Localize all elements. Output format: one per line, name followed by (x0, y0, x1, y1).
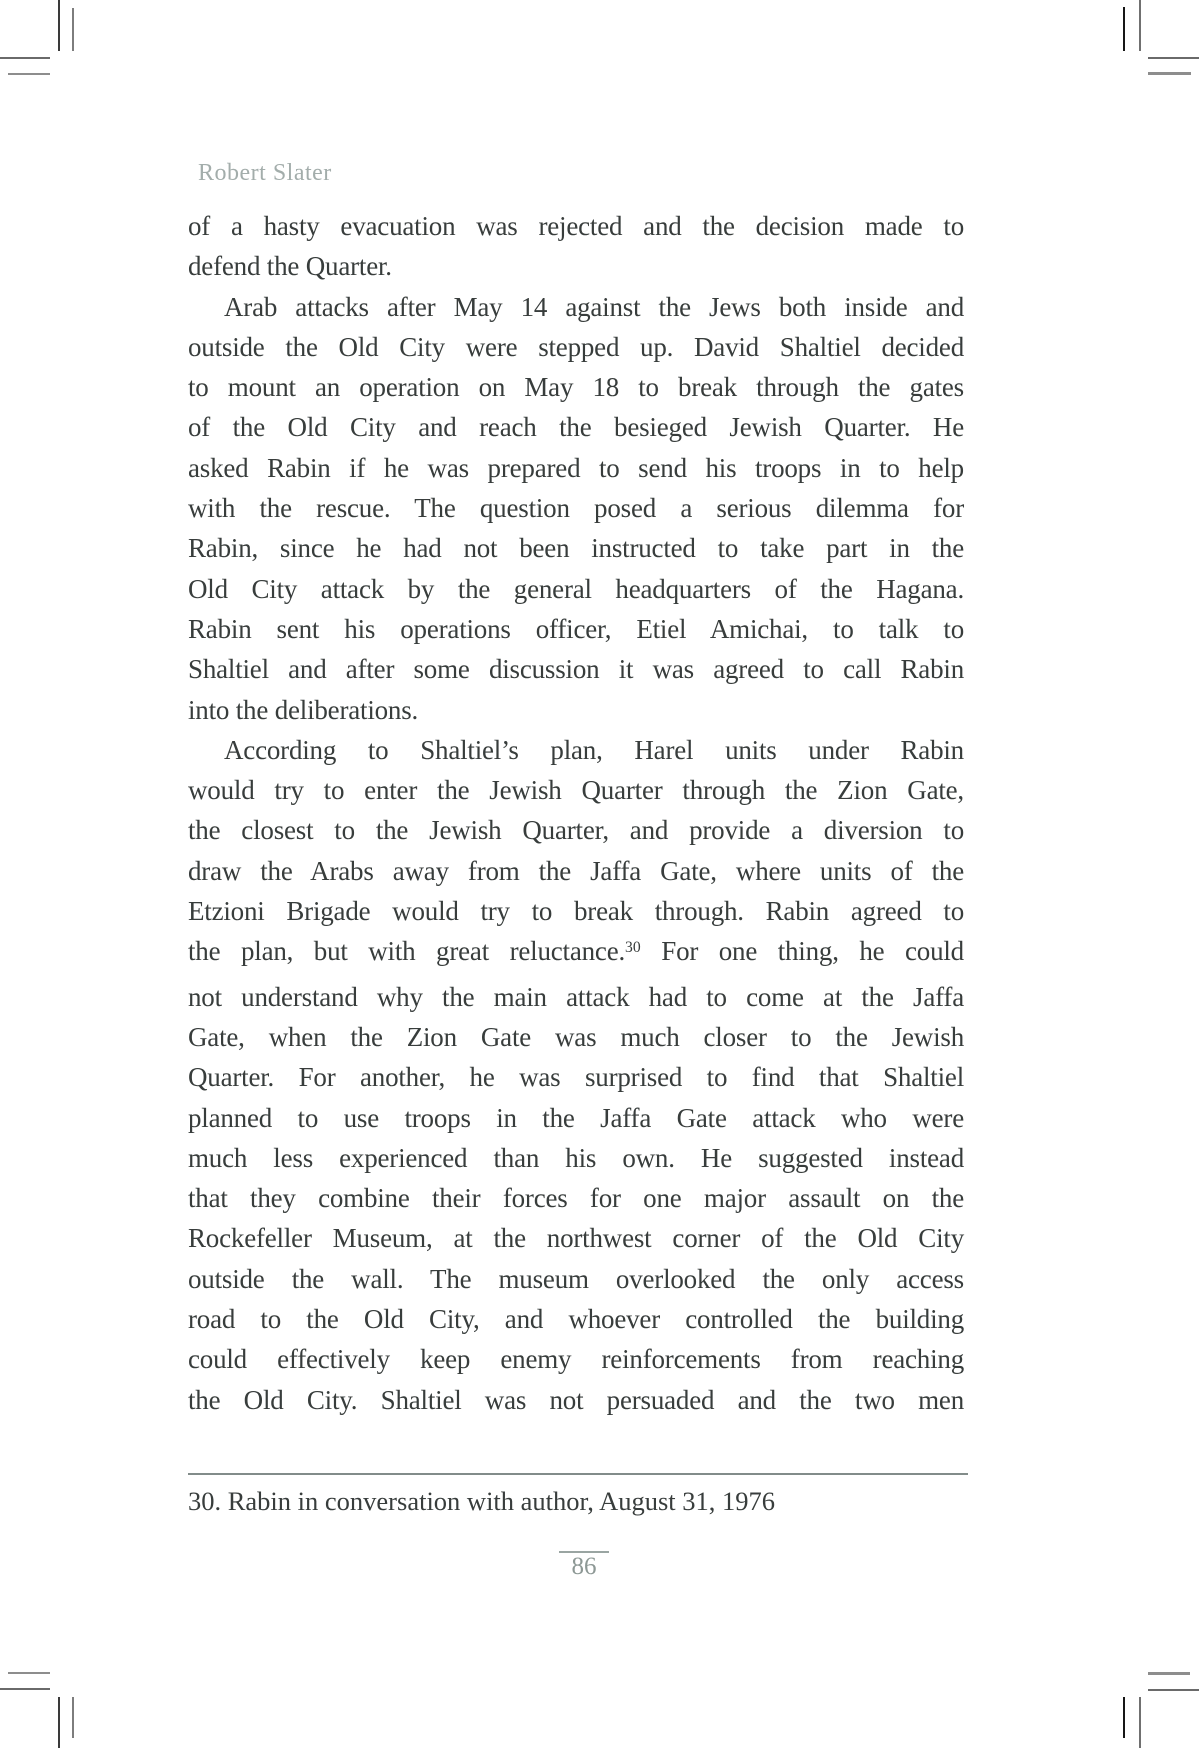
body-line: the closest to the Jewish Quarter, and provide a diversion to (188, 815, 964, 846)
body-line: the Old City. Shaltiel was not persuaded and the two men (188, 1384, 964, 1415)
crop-mark (1148, 57, 1199, 59)
body-line: Old City attack by the general headquarters of the Hagana. (188, 573, 964, 604)
body-line: Etzioni Brigade would try to break through. Rabin agreed to (188, 896, 964, 927)
body-line: could effectively keep enemy reinforcements from reaching (188, 1344, 964, 1375)
crop-mark (72, 1697, 74, 1738)
body-line: Shaltiel and after some discussion it was agreed to call Rabin (188, 654, 964, 685)
body-line: much less experienced than his own. He suggested instead (188, 1142, 964, 1173)
page-number: 86 (571, 1553, 597, 1580)
crop-mark (1123, 7, 1125, 51)
crop-mark (8, 1672, 50, 1674)
body-line: outside the Old City were stepped up. David Shaltiel decided (188, 331, 964, 362)
body-line: into the deliberations. (188, 694, 419, 725)
crop-mark (0, 57, 50, 59)
body-line (188, 931, 964, 976)
body-line: Gate, when the Zion Gate was much closer to the Jewish (188, 1021, 964, 1052)
body-line: that they combine their forces for one major assault on the (188, 1183, 964, 1214)
body-line: defend the Quarter. (188, 251, 392, 282)
crop-mark (58, 1697, 60, 1748)
crop-mark (0, 1688, 50, 1690)
body-line: with the rescue. The question posed a serious dilemma for (188, 493, 964, 524)
body-line: Rabin sent his operations officer, Etiel Amichai, to talk to (188, 613, 964, 644)
crop-mark (1148, 1689, 1199, 1691)
body-line: According to Shaltiel’s plan, Harel units under Rabin (224, 734, 964, 765)
body-line: of a hasty evacuation was rejected and the decision made to (188, 211, 964, 241)
running-head: Robert Slater (198, 160, 332, 186)
crop-mark (58, 0, 60, 51)
body-line: to mount an operation on May 18 to break through the gates (188, 372, 964, 403)
body-line: draw the Arabs away from the Jaffa Gate, where units of the (188, 855, 964, 886)
crop-mark (72, 8, 74, 51)
body-line: of the Old City and reach the besieged Jewish Quarter. He (188, 412, 964, 443)
body-line: Rockefeller Museum, at the northwest corner of the Old City (188, 1223, 964, 1254)
crop-mark (8, 73, 50, 75)
crop-mark (1139, 1697, 1141, 1748)
crop-mark (1148, 72, 1191, 75)
body-line: outside the wall. The museum overlooked the only access (188, 1263, 964, 1294)
body-line: Quarter. For another, he was surprised to find that Shaltiel (188, 1062, 964, 1093)
crop-mark (1148, 1672, 1190, 1675)
body-line: asked Rabin if he was prepared to send his troops in to help (188, 452, 964, 483)
body-line: not understand why the main attack had to come at the Jaffa (188, 981, 964, 1012)
body-line-text: For one thing, he could (640, 936, 964, 967)
body-line-text: the plan, but with great reluctance. (188, 936, 626, 967)
footnote-text: 30. Rabin in conversation with author, August 31, 1976 (188, 1486, 776, 1516)
body-text (188, 206, 964, 1420)
crop-mark (1123, 1697, 1125, 1738)
body-line: Arab attacks after May 14 against the Jews both inside and (224, 291, 964, 322)
body-line: planned to use troops in the Jaffa Gate attack who were (188, 1102, 964, 1133)
footnote-reference: 30 (625, 938, 641, 956)
crop-mark (1139, 0, 1141, 51)
body-line: would try to enter the Jewish Quarter through the Zion Gate, (188, 775, 964, 806)
body-line: road to the Old City, and whoever controlled the building (188, 1304, 964, 1335)
body-line: Rabin, since he had not been instructed to take part in the (188, 533, 964, 564)
footnote-separator (188, 1473, 968, 1475)
